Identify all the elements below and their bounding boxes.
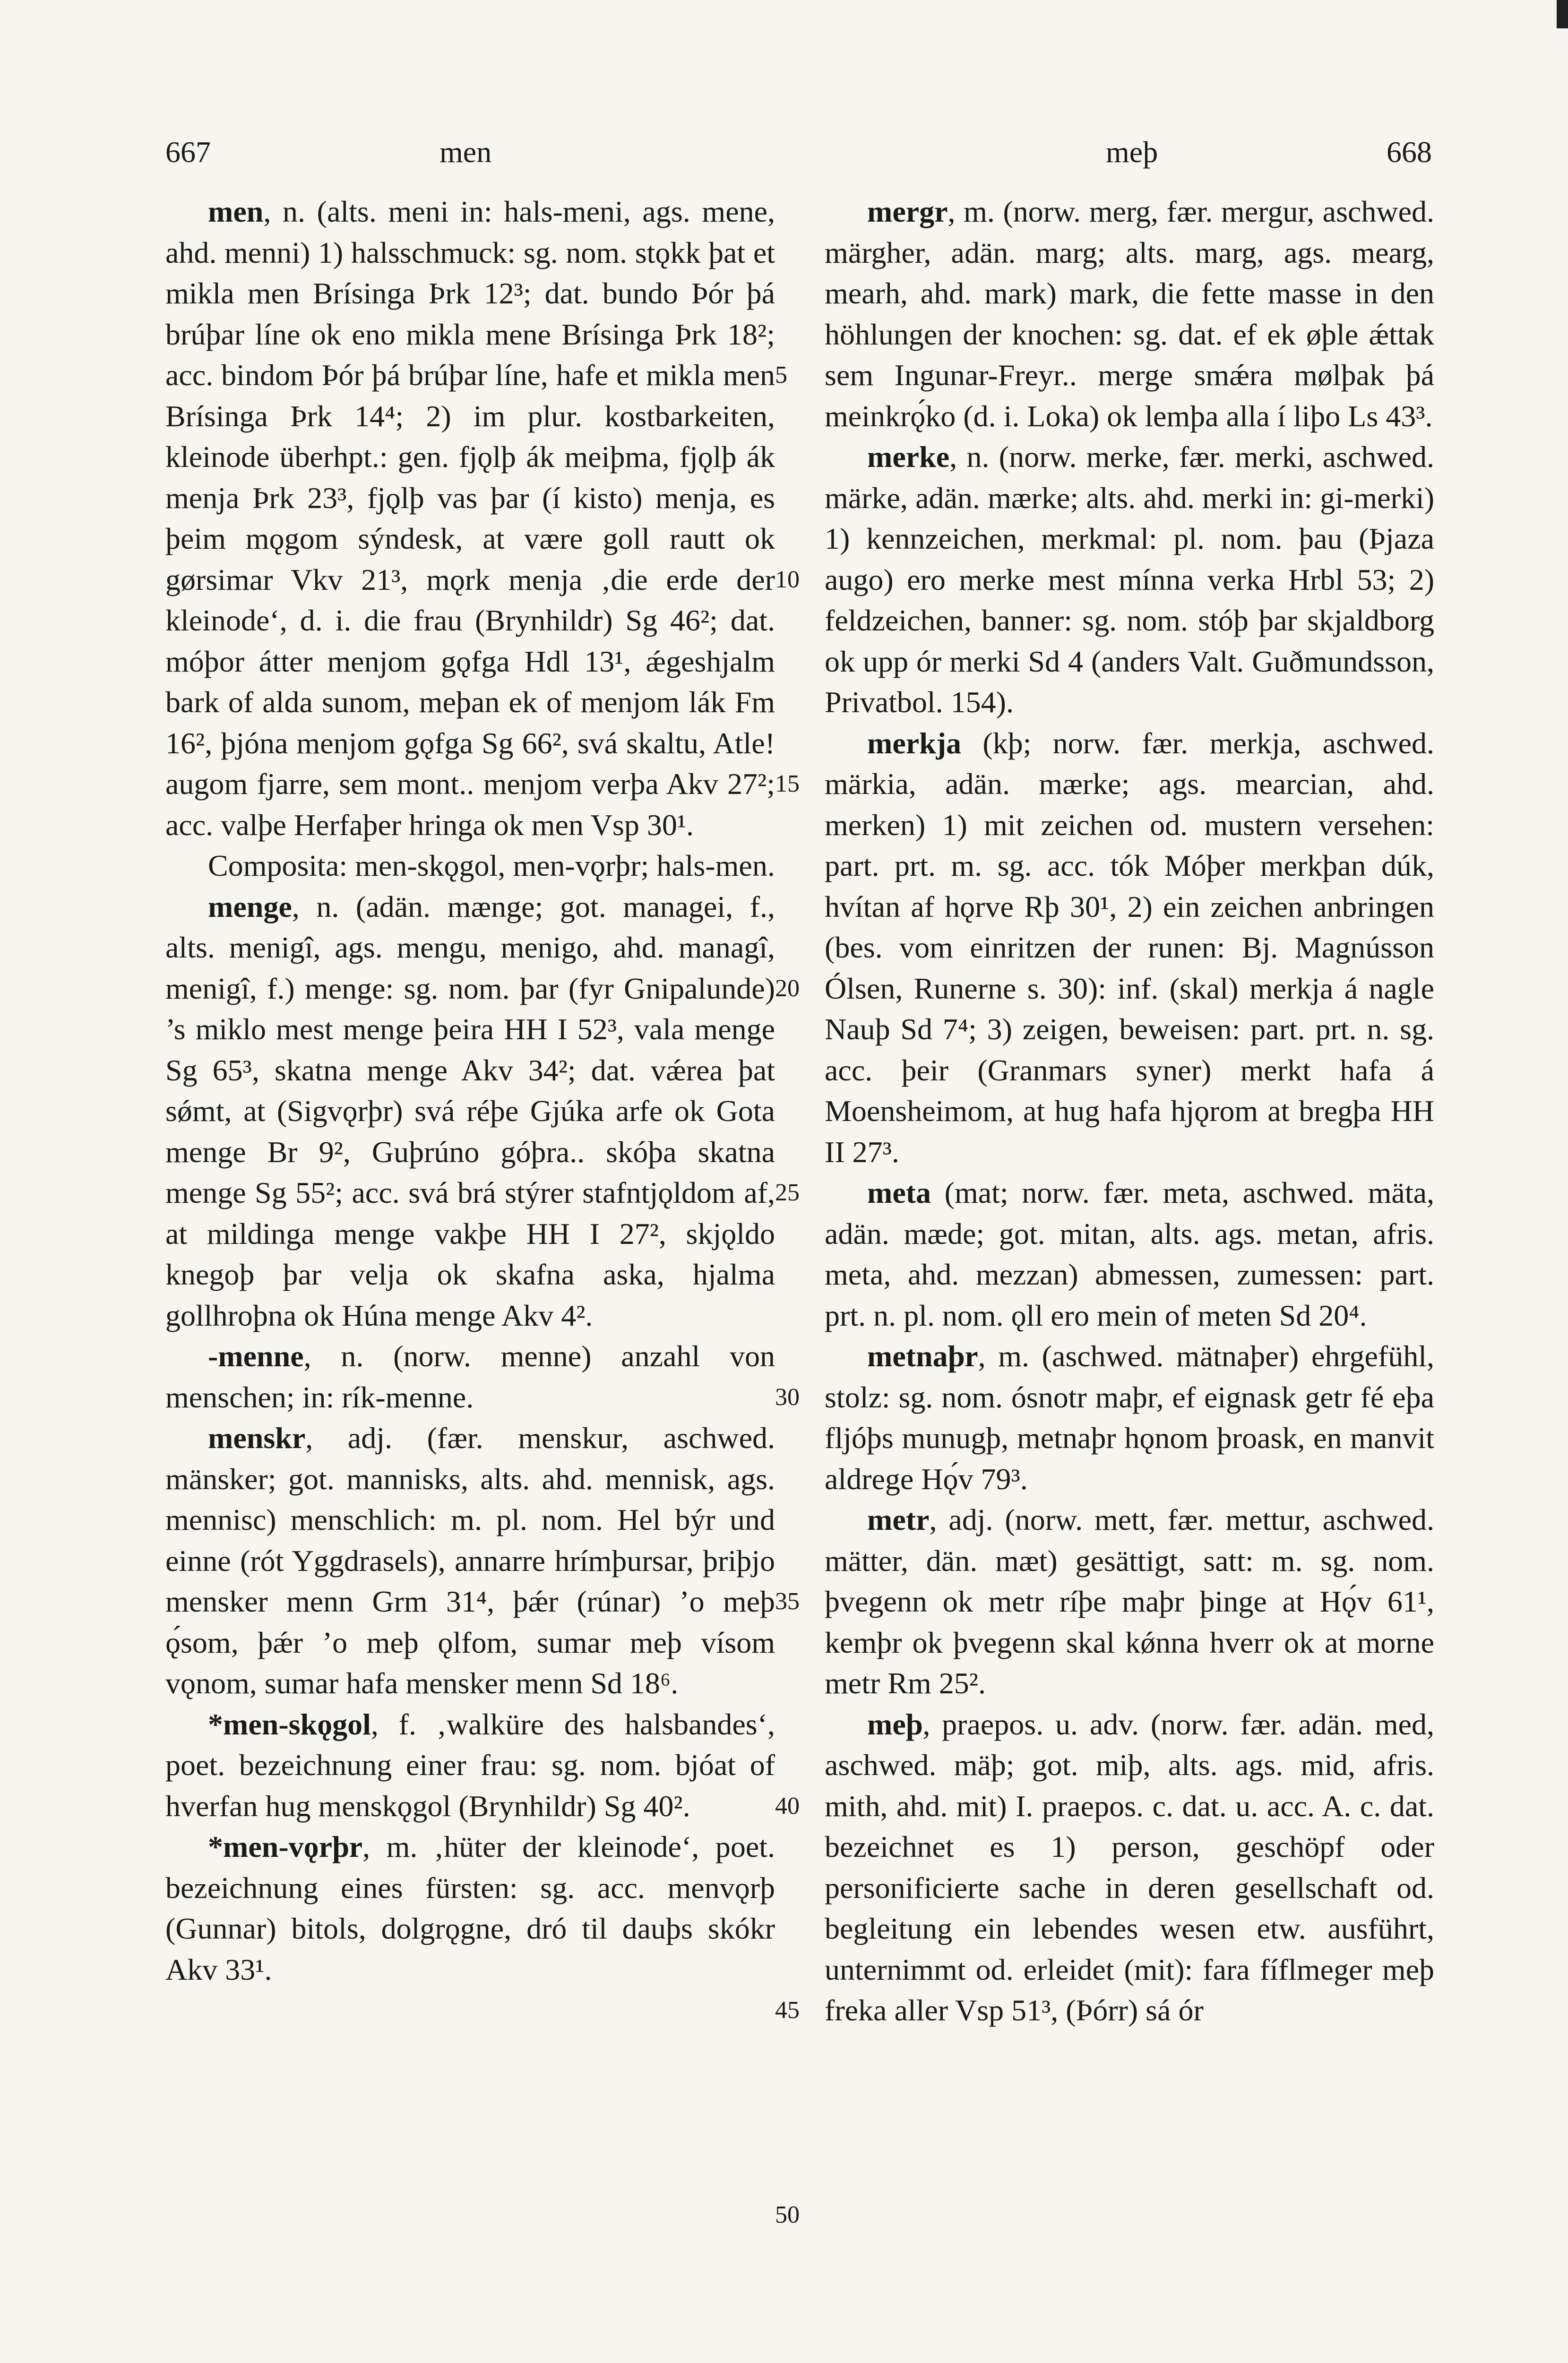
entry-text: , n. (adän. mænge; got. managei, f., alts. menigî, ags. mengu, menigo, ahd. managî, menigî, f.) menge: sg. nom. þar (fyr Gnipalunde) ’s miklo mest menge þeira HH I 52³, vala menge Sg 65³, skatna menge Akv 34²; dat. vǽrea þat sǿmt, at (Sigvǫrþr) svá réþe Gjúka arfe ok Gota menge Br 9², Guþrúno góþra.. skóþa skatna menge Sg 55²; acc. svá brá stýrer stafntjǫldom af, at mildinga menge vakþe HH I 27², skjǫldo knegoþ þar velja ok skafna aska, hjalma gollhroþna ok Húna menge Akv 4². [165, 889, 775, 1332]
entry-text: (mat; norw. fær. meta, aschwed. mäta, adän. mæde; got. mitan, alts. ags. metan, afris. meta, ahd. mezzan) abmessen, zumessen: part. prt. n. pl. nom. ǫll ero mein of meten Sd 20⁴. [825, 1176, 1434, 1332]
line-number: 35 [775, 1588, 800, 1615]
line-number: 45 [775, 1997, 800, 2024]
entry-headword: meta [867, 1176, 931, 1209]
entry-headword: *men-vǫrþr [208, 1830, 363, 1863]
dictionary-entry [165, 887, 775, 1337]
entry-text: Composita: men-skǫgol, men-vǫrþr; hals-men. [208, 849, 775, 882]
dictionary-entry [165, 191, 775, 845]
line-number: 20 [775, 975, 800, 1002]
line-number: 10 [775, 566, 800, 593]
dictionary-entry [165, 1827, 775, 1990]
dictionary-entry [165, 1704, 775, 1827]
entry-text: , m. (norw. merg, fær. mergur, aschwed. märgher, adän. marg; alts. marg, ags. mearg, mearh, ahd. mark) mark, die fette masse in den höhlungen der knochen: sg. dat. ef ek øþle ǽttak sem Ingunar-Freyr.. merge smǽra mølþak þá meinkrǫ́ko (d. i. Loka) ok lemþa alla í liþo Ls 43³. [825, 195, 1434, 433]
line-number: 25 [775, 1179, 800, 1206]
entry-headword: *men-skǫgol [208, 1707, 371, 1741]
entry-headword: merke [867, 440, 950, 474]
entry-text: , n. (alts. meni in: hals-meni, ags. mene, ahd. menni) 1) halsschmuck: sg. nom. stǫkk þat et mikla men Brísinga Þrk 12³; dat. bundo Þór þá brúþar líne ok eno mikla mene Brísinga Þrk 18²; acc. bindom Þór þá brúþar líne, hafe et mikla men Brísinga Þrk 14⁴; 2) im plur. kostbarkeiten, kleinode überhpt.: gen. fjǫlþ ák meiþma, fjǫlþ ák menja Þrk 23³, fjǫlþ vas þar (í kisto) menja, es þeim mǫgom sýndesk, at være goll rautt ok gørsimar Vkv 21³, mǫrk menja ‚die erde der kleinode‘, d. i. die frau (Brynhildr) Sg 46²; dat. móþor átter menjom gǫfga Hdl 13¹, ǽgeshjalm bark of alda sunom, meþan ek of menjom lák Fm 16², þjóna menjom gǫfga Sg 66², svá skaltu, Atle! augom fjarre, sem mont.. menjom verþa Akv 27²; acc. valþe Herfaþer hringa ok men Vsp 30¹. [165, 195, 775, 842]
dictionary-entry [825, 191, 1434, 437]
line-number: 5 [775, 362, 787, 388]
entry-headword: mergr [867, 195, 948, 228]
running-headword-left: men [439, 135, 492, 169]
entry-text: , adj. (fær. menskur, aschwed. mänsker; got. mannisks, alts. ahd. mennisk, ags. mennisc) menschlich: m. pl. nom. Hel býr und einne (rót Yggdrasels), annarre hrímþursar, þriþjo mensker menn Grm 31⁴, þǽr (rúnar) ’o meþ ǫ́som, þǽr ’o meþ ǫlfom, sumar meþ vísom vǫnom, sumar hafa mensker menn Sd 18⁶. [165, 1421, 775, 1700]
entry-text: , m. ‚hüter der kleinode‘, poet. bezeichnung eines fürsten: sg. acc. menvǫrþ (Gunnar) bitols, dolgrǫgne, dró til dauþs skókr Akv 33¹. [165, 1830, 775, 1986]
entry-text: , adj. (norw. mett, fær. mettur, aschwed. mätter, dän. mæt) gesättigt, satt: m. sg. nom. þvegenn ok metr ríþe maþr þinge at Hǫ́v 61¹, kemþr ok þvegenn skal kǿnna hverr ok at morne metr Rm 25². [825, 1503, 1434, 1700]
entry-headword: menge [208, 889, 292, 923]
page-number-right: 668 [1387, 135, 1432, 169]
entry-headword: merkja [867, 726, 962, 760]
entry-text: , m. (aschwed. mätnaþer) ehrgefühl, stolz: sg. nom. ósnotr maþr, ef eignask getr fé eþa fljóþs munugþ, metnaþr hǫnom þroask, en manvit aldrege Hǫ́v 79³. [825, 1339, 1434, 1496]
entry-headword: metnaþr [867, 1339, 978, 1373]
dictionary-entry [825, 723, 1434, 1173]
entry-headword: metr [867, 1503, 930, 1536]
entry-text: , n. (norw. menne) anzahl von menschen; in: rík-menne. [165, 1339, 775, 1414]
running-headword-right: meþ [1106, 135, 1158, 169]
dictionary-entry [165, 845, 775, 887]
line-number: 30 [775, 1383, 800, 1411]
dictionary-entry [825, 1500, 1434, 1704]
left-column [165, 191, 775, 1990]
entry-headword: -menne [208, 1339, 304, 1373]
entry-text: , praepos. u. adv. (norw. fær. adän. med, aschwed. mäþ; got. miþ, alts. ags. mid, afris. mith, ahd. mit) I. praepos. c. dat. u. acc. A. c. dat. bezeichnet es 1) person, geschöpf oder personificierte sache in deren gesellschaft od. begleitung ein lebendes wesen etw. ausführt, unternimmt od. erleidet (mit): fara fíflmeger meþ freka aller Vsp 51³, (Þórr) sá ór [825, 1707, 1434, 2027]
line-number: 50 [775, 2201, 800, 2228]
entry-text: (kþ; norw. fær. merkja, aschwed. märkia, adän. mærke; ags. mearcian, ahd. merken) 1) mit zeichen od. mustern versehen: part. prt. m. sg. acc. tók Móþer merkþan dúk, hvítan af hǫrve Rþ 30¹, 2) ein zeichen anbringen (bes. vom einritzen der runen: Bj. Magnússon Ólsen, Runerne s. 30): inf. (skal) merkja á nagle Nauþ Sd 7⁴; 3) zeigen, beweisen: part. prt. n. sg. acc. þeir (Granmars syner) merkt hafa á Moensheimom, at hug hafa hjǫrom at bregþa HH II 27³. [825, 726, 1434, 1169]
page-number-left: 667 [165, 135, 211, 169]
entry-headword: meþ [867, 1707, 923, 1741]
dictionary-entry [825, 1704, 1434, 2031]
dictionary-entry [165, 1336, 775, 1418]
scan-edge-mark [1557, 0, 1568, 28]
page-header [165, 135, 1432, 172]
dictionary-entry [825, 1336, 1434, 1500]
line-number: 40 [775, 1792, 800, 1820]
dictionary-entry [825, 1173, 1434, 1336]
entry-headword: menskr [208, 1421, 306, 1455]
line-number: 15 [775, 770, 800, 797]
dictionary-entry [825, 437, 1434, 723]
entry-headword: men [208, 195, 264, 228]
entry-text: , n. (norw. merke, fær. merki, aschwed. märke, adän. mærke; alts. ahd. merki in: gi-merki) 1) kennzeichen, merkmal: pl. nom. þau (Þjaza augo) ero merke mest mínna verka Hrbl 53; 2) feldzeichen, banner: sg. nom. stóþ þar skjaldborg ok upp ór merki Sd 4 (anders Valt. Guðmundsson, Privatbol. 154). [825, 440, 1434, 719]
right-column [825, 191, 1434, 2031]
dictionary-entry [165, 1418, 775, 1704]
entry-text: , f. ‚walküre des halsbandes‘, poet. bezeichnung einer frau: sg. nom. bjóat of hverfan hug menskǫgol (Brynhildr) Sg 40². [165, 1707, 775, 1823]
